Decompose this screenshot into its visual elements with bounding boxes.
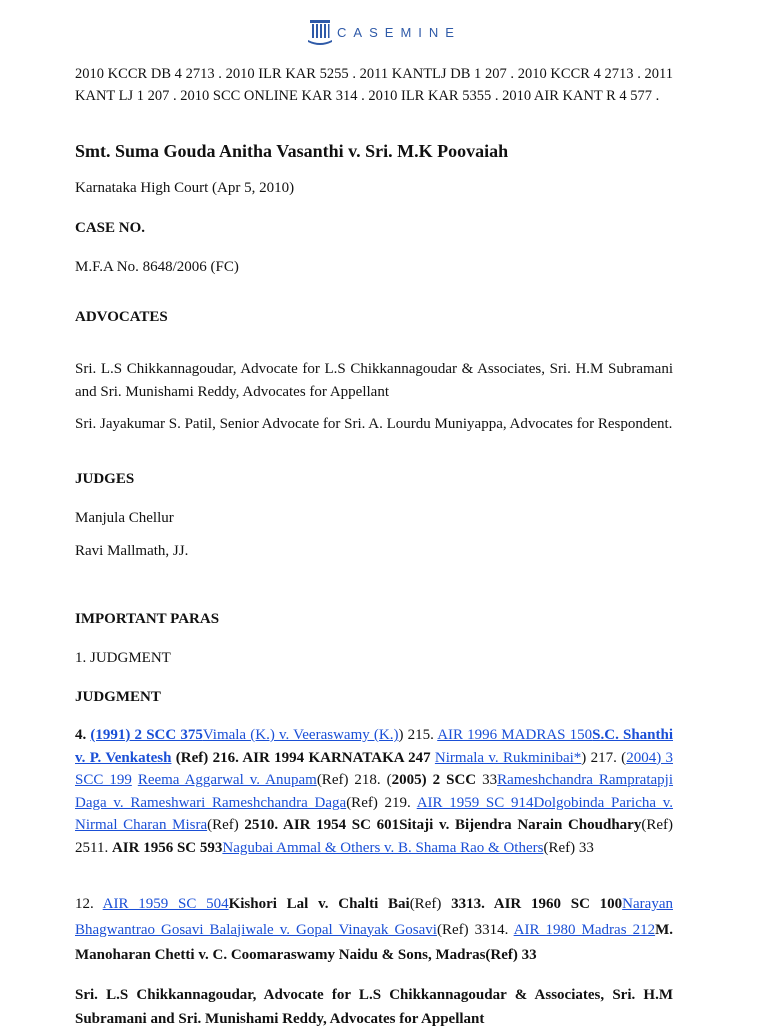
case-link[interactable]: Dolgobinda Paricha v. Nirmal Charan Misra	[75, 794, 673, 833]
citation-link[interactable]: (1991) 2 SCC 375	[90, 727, 203, 743]
case-link[interactable]: Vimala (K.) v. Veeraswamy (K.)	[202, 727, 399, 743]
citation-link[interactable]: AIR 1959 SC 504	[102, 896, 229, 912]
case-link[interactable]: S.C. Shanthi v. P. Venkatesh	[75, 727, 674, 766]
para-number: 12.	[75, 896, 103, 912]
paragraph-4: 4. (1991) 2 SCC 375Vimala (K.) v. Veeraswamy (K.)) 215. AIR 1996 MADRAS 150S.C. Shanthi v. P. Venkatesh (Ref) 216. AIR 1994 KARNATAKA 247 Nirmala v. Rukminibai*) 217. (2004) 3 SCC 199 Reema Aggarwal v. Anupam(Ref) 218. (2005) 2 SCC 33Rameshchandra Rampratapji Daga v. Rameshwari Rameshchandra Daga(Ref) 219. AIR 1959 SC 914Dolgobinda Paricha v. Nirmal Charan Misra(Ref) 2510. AIR 1954 SC 601Sitaji v. Bijendra Narain Choudhary(Ref) 2511. AIR 1956 SC 593Nagubai Ammal & Others v. B. Shama Rao & Others(Ref) 33	[75, 727, 674, 856]
citation-link[interactable]: AIR 1996 MADRAS 150	[437, 727, 593, 743]
judge-name: Manjula Chellur	[75, 510, 174, 526]
citations-text: 2010 KCCR DB 4 2713 . 2010 ILR KAR 5255 . 2011 KANTLJ DB 1 207 . 2010 KCCR 4 2713 . 2011 KANT LJ 1 207 . 2010 SCC ONLINE KAR 314 . 2010 ILR KAR 5355 . 2010 AIR KANT R 4 577 .	[75, 66, 673, 104]
case-no-heading: CASE NO.	[75, 220, 146, 236]
pillar-logo-icon	[307, 18, 333, 46]
citation-link[interactable]: 2004) 3 SCC 199	[75, 749, 674, 788]
case-title: Smt. Suma Gouda Anitha Vasanthi v. Sri. M.K Poovaiah	[75, 141, 509, 161]
logo-wordmark: CASEMINE	[337, 24, 461, 40]
closing-advocates: Sri. L.S Chikkannagoudar, Advocate for L.S Chikkannagoudar & Associates, Sri. H.M Subramani and Sri. Munishami Reddy, Advocates for Appellant	[75, 987, 673, 1027]
case-link[interactable]: Nagubai Ammal & Others v. B. Shama Rao & Others	[222, 839, 544, 856]
case-link[interactable]: Rameshchandra Rampratapji Daga v. Rameshwari Rameshchandra Daga	[75, 772, 674, 811]
court-and-date: Karnataka High Court (Apr 5, 2010)	[75, 180, 295, 196]
case-link[interactable]: Narayan Bhagwantrao Gosavi Balajiwale v. Gopal Vinayak Gosavi	[75, 896, 673, 938]
citation-link[interactable]: AIR 1980 Madras 212	[513, 921, 656, 938]
important-para-link[interactable]: 1. JUDGMENT	[75, 650, 171, 666]
case-link[interactable]: Nirmala v. Rukminibai*	[434, 749, 582, 766]
advocates-heading: ADVOCATES	[75, 309, 168, 325]
casemine-logo[interactable]	[0, 16, 768, 48]
advocates-appellant: Sri. L.S Chikkannagoudar, Advocate for L.S Chikkannagoudar & Associates, Sri. H.M Subramani and Sri. Munishami Reddy, Advocates for Appellant	[75, 361, 673, 400]
judge-name: Ravi Mallmath, JJ.	[75, 543, 189, 559]
case-no-value: M.F.A No. 8648/2006 (FC)	[75, 259, 239, 275]
judges-heading: JUDGES	[75, 471, 135, 487]
judgment-heading: JUDGMENT	[75, 689, 161, 705]
advocates-respondent: Sri. Jayakumar S. Patil, Senior Advocate for Sri. A. Lourdu Muniyappa, Advocates for Respondent.	[75, 416, 673, 432]
paragraph-12: 12. AIR 1959 SC 504Kishori Lal v. Chalti Bai(Ref) 3313. AIR 1960 SC 100Narayan Bhagwantrao Gosavi Balajiwale v. Gopal Vinayak Gosavi(Ref) 3314. AIR 1980 Madras 212M. Manoharan Chetti v. C. Coomaraswamy Naidu & Sons, Madras(Ref) 33	[75, 896, 673, 963]
important-paras-heading: IMPORTANT PARAS	[75, 611, 220, 627]
para-number: 4.	[75, 727, 91, 743]
case-link[interactable]: Reema Aggarwal v. Anupam	[137, 772, 317, 788]
citation-link[interactable]: AIR 1959 SC 914	[416, 794, 534, 811]
